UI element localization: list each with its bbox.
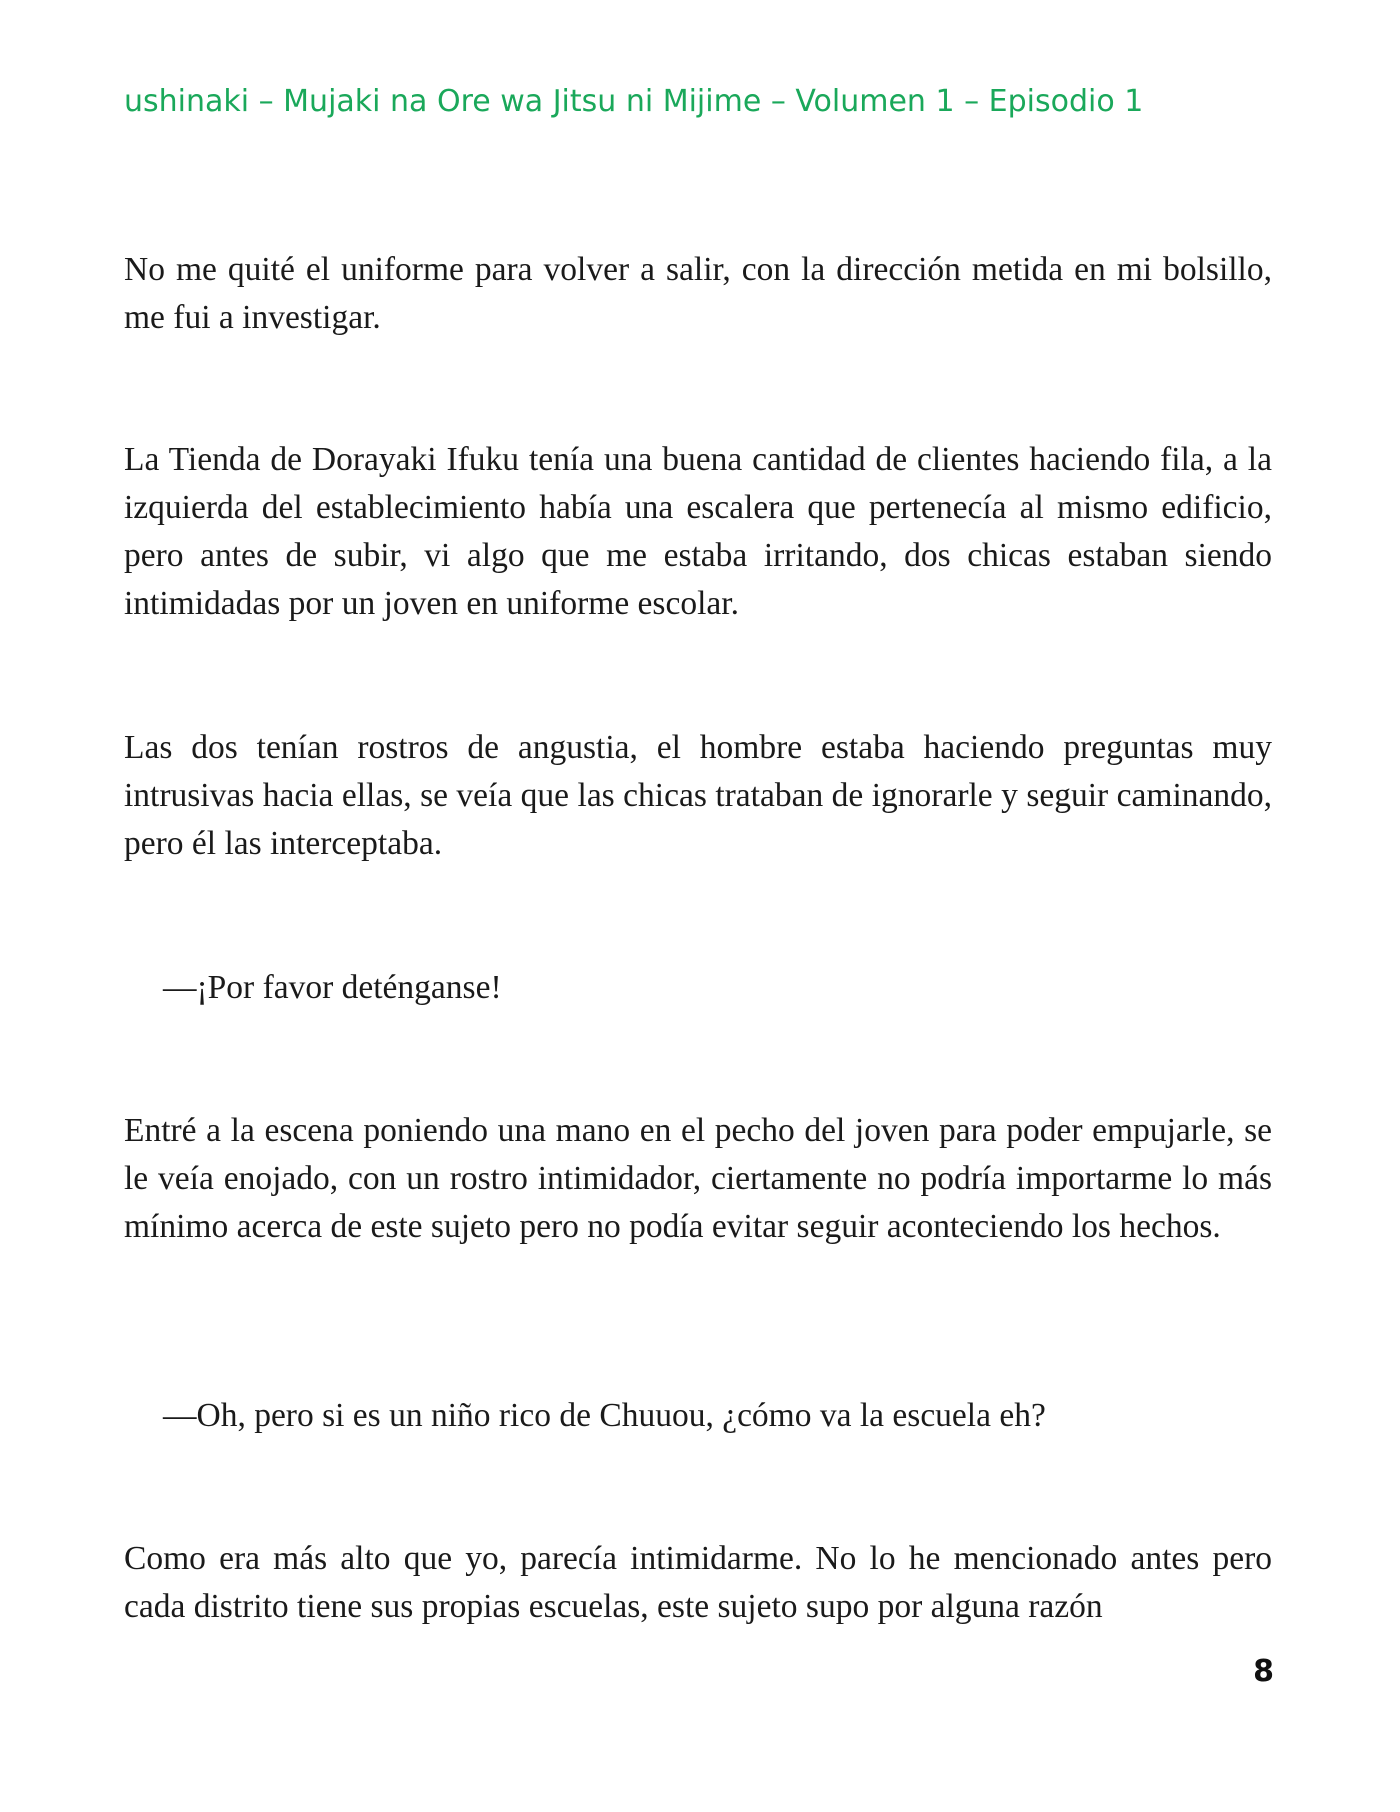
- paragraph-3: Las dos tenían rostros de angustia, el hombre estaba haciendo preguntas muy intrusivas hacia ellas, se veía que las chicas trataban de ignorarle y seguir caminando, pero él las interceptaba.: [124, 729, 1272, 862]
- paragraph-5: Como era más alto que yo, parecía intimidarme. No lo he mencionado antes pero cada distrito tiene sus propias escuelas, este sujeto supo por alguna razón: [124, 1540, 1272, 1625]
- page-number: 8: [1253, 1654, 1274, 1689]
- page-header-title: ushinaki – Mujaki na Ore wa Jitsu ni Mijime – Volumen 1 – Episodio 1: [124, 84, 1144, 119]
- paragraph-4: Entré a la escena poniendo una mano en el pecho del joven para poder empujarle, se le veía enojado, con un rostro intimidador, ciertamente no podría importarme lo más mínimo acerca de este sujeto pero no podía evitar seguir aconteciendo los hechos.: [124, 1112, 1272, 1245]
- dialogue-line-1: —¡Por favor deténganse!: [163, 969, 502, 1006]
- dialogue-line-2: —Oh, pero si es un niño rico de Chuuou, ¿cómo va la escuela eh?: [163, 1397, 1046, 1434]
- paragraph-2: La Tienda de Dorayaki Ifuku tenía una buena cantidad de clientes haciendo fila, a la izquierda del establecimiento había una escalera que pertenecía al mismo edificio, pero antes de subir, vi algo que me estaba irritando, dos chicas estaban siendo intimidadas por un joven en uniforme escolar.: [124, 441, 1272, 622]
- paragraph-1: No me quité el uniforme para volver a salir, con la dirección metida en mi bolsillo, me fui a investigar.: [124, 251, 1272, 336]
